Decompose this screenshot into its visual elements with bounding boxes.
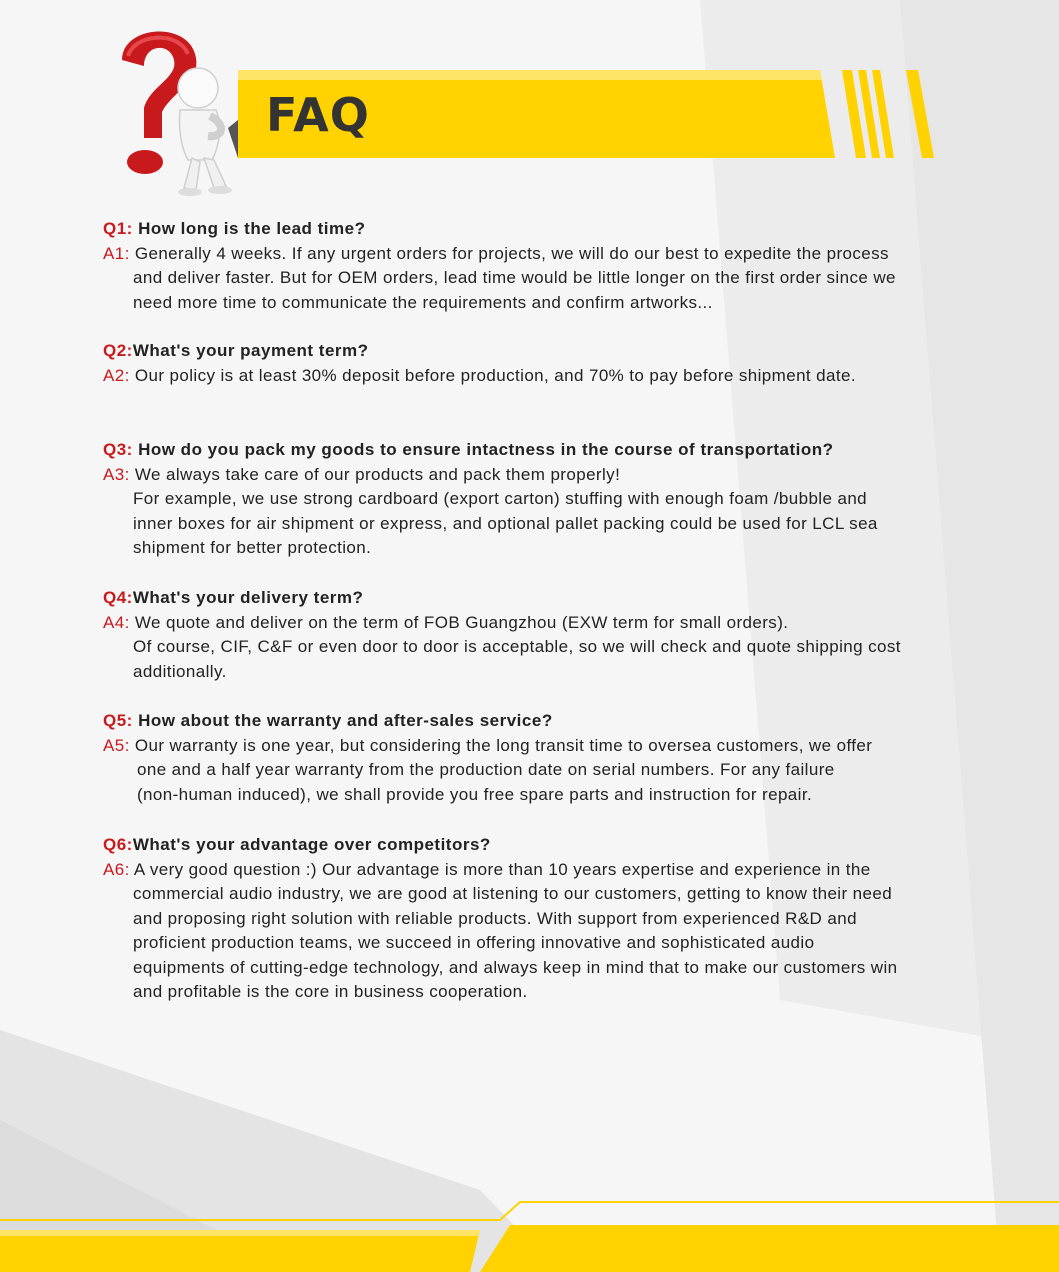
question bbox=[103, 833, 898, 858]
answer bbox=[103, 734, 872, 808]
answer-line: We quote and deliver on the term of FOB Guangzhou (EXW term for small orders). bbox=[134, 612, 789, 632]
answer-line: commercial audio industry, we are good at listening to our customers, getting to know their need bbox=[133, 884, 893, 903]
faq-item-1 bbox=[103, 217, 896, 315]
answer bbox=[103, 611, 901, 685]
faq-item-3 bbox=[103, 438, 878, 561]
answer-line: and proposing right solution with reliable products. With support from experienced R&D and bbox=[133, 908, 857, 928]
question-text: How do you pack my goods to ensure intactness in the course of transportation? bbox=[138, 440, 834, 459]
faq-item-2 bbox=[103, 339, 856, 388]
answer-line: need more time to communicate the requirements and confirm artworks... bbox=[133, 292, 713, 312]
answer bbox=[103, 364, 856, 389]
page-title: FAQ bbox=[266, 88, 370, 142]
question-text: What's your delivery term? bbox=[132, 588, 364, 607]
answer-line: inner boxes for air shipment or express, and optional pallet packing could be used for LCL sea bbox=[133, 513, 878, 533]
answer bbox=[103, 242, 896, 316]
answer-line: Generally 4 weeks. If any urgent orders for projects, we will do our best to expedite the process bbox=[134, 243, 889, 263]
question-label: Q5: bbox=[103, 711, 133, 730]
answer-line: shipment for better protection. bbox=[133, 538, 372, 557]
question-text: What's your advantage over competitors? bbox=[132, 835, 491, 854]
answer-line: and profitable is the core in business cooperation. bbox=[133, 982, 528, 1001]
question-text: What's your payment term? bbox=[132, 341, 369, 360]
question-label: Q1: bbox=[103, 219, 133, 238]
answer-label: A2: bbox=[103, 365, 130, 385]
header-banner-graphic bbox=[100, 20, 950, 200]
answer-line: and deliver faster. But for OEM orders, lead time would be little longer on the first order since we bbox=[133, 268, 896, 287]
answer bbox=[103, 463, 878, 561]
answer-label: A5: bbox=[103, 735, 130, 755]
answer-line: Of course, CIF, C&F or even door to door is acceptable, so we will check and quote shipping cost bbox=[133, 637, 901, 656]
question-label: Q6: bbox=[103, 835, 133, 854]
question bbox=[103, 217, 896, 242]
answer-label: A6: bbox=[103, 859, 130, 879]
answer-line: (non-human induced), we shall provide you free spare parts and instruction for repair. bbox=[137, 784, 813, 804]
answer-line: A very good question :) Our advantage is more than 10 years expertise and experience in the bbox=[133, 859, 871, 879]
footer-band bbox=[0, 1190, 1059, 1272]
answer-label: A1: bbox=[103, 243, 130, 263]
question bbox=[103, 709, 872, 734]
answer bbox=[103, 858, 898, 1005]
answer-label: A3: bbox=[103, 464, 130, 484]
answer-line: equipments of cutting-edge technology, and always keep in mind that to make our customers win bbox=[133, 957, 898, 977]
answer-line: proficient production teams, we succeed in offering innovative and sophisticated audio bbox=[133, 933, 815, 952]
answer-label: A4: bbox=[103, 612, 130, 632]
answer-line: additionally. bbox=[133, 661, 227, 681]
question-label: Q4: bbox=[103, 588, 133, 607]
faq-item-4 bbox=[103, 586, 901, 684]
question-text: How about the warranty and after-sales service? bbox=[138, 711, 553, 730]
question-label: Q3: bbox=[103, 440, 133, 459]
question bbox=[103, 586, 901, 611]
faq-item-5 bbox=[103, 709, 872, 807]
answer-line: Our policy is at least 30% deposit before production, and 70% to pay before shipment date. bbox=[134, 365, 856, 385]
question-text: How long is the lead time? bbox=[138, 219, 366, 238]
answer-line: one and a half year warranty from the production date on serial numbers. For any failure bbox=[137, 760, 835, 779]
question bbox=[103, 339, 856, 364]
answer-line: We always take care of our products and pack them properly! bbox=[134, 464, 621, 484]
question bbox=[103, 438, 878, 463]
faq-item-6 bbox=[103, 833, 898, 1005]
answer-line: For example, we use strong cardboard (export carton) stuffing with enough foam /bubble and bbox=[133, 489, 868, 508]
question-label: Q2: bbox=[103, 341, 133, 360]
answer-line: Our warranty is one year, but considering the long transit time to oversea customers, we offer bbox=[134, 735, 873, 755]
thinking-figure-icon bbox=[178, 68, 232, 196]
faq-header bbox=[100, 20, 950, 200]
